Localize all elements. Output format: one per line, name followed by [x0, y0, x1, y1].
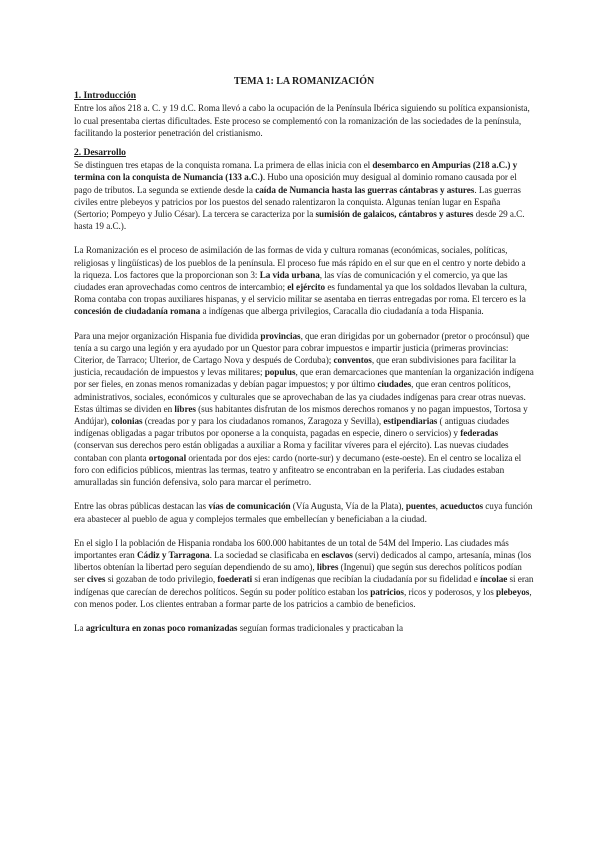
paragraph — [74, 622, 534, 634]
paragraph — [74, 102, 534, 139]
bold-text: acueductos — [440, 501, 484, 512]
text-run: , que eran demarcaciones que mantenían la organización indígena por ser fieles, en zonas menos romanizadas y debían pagar impuestos; y por último — [74, 367, 534, 390]
text-run: orientada por dos ejes: cardo (norte-sur) y decumano (este-oeste). En el centro se localiza el foro con edificios públicos, mientras las termas, teatro y anfiteatro se encontraban en la periferia. Las ciudades estaban amuralladas sin función defensiva, solo para marcar el perímetro. — [74, 452, 522, 488]
bold-text: federadas — [460, 428, 499, 439]
text-run: si eran indígenas que carecían de derechos políticos. Según su poder político estaban los — [74, 574, 534, 597]
text-run: (Ingenui) que según sus derechos políticos podían ser — [74, 562, 522, 585]
text-run: , — [435, 501, 441, 512]
text-run: (Vía Augusta, Vía de la Plata), — [290, 501, 406, 512]
text-run: . La sociedad se clasificaba en — [209, 549, 322, 560]
bold-text: vías de comunicación — [208, 501, 291, 512]
document-page — [74, 76, 534, 634]
text-run: a indígenas que alberga privilegios, Caracalla dio ciudadanía a toda Hispania. — [200, 306, 484, 317]
text-run: , con menos poder. Los clientes entraban a formar parte de los patricios a cambio de beneficios. — [74, 586, 532, 609]
paragraph — [74, 159, 534, 232]
text-run: (conservan sus derechos pero están obligadas a auxiliar a Roma y facilitar víveres para el ejército). Las nuevas ciudades contaban con planta — [74, 440, 509, 463]
bold-text: esclavos — [321, 549, 353, 560]
section-heading-desarrollo: 2. Desarrollo — [74, 147, 126, 159]
text-run: desde 29 a.C. hasta 19 a.C.). — [74, 209, 525, 232]
bold-text: puentes — [405, 501, 436, 512]
bold-text: desembarco en Ampurias (218 a.C.) y termina con la conquista de Numancia (133 a.C.) — [74, 160, 518, 183]
bold-text: plebeyos — [496, 586, 530, 597]
bold-text: ciudades — [377, 379, 412, 390]
text-run: es fundamental ya que los soldados llevaban la cultura, Roma contaba con tropas auxiliares hispanas, y el servicio militar se asentaba en tierras entregadas por roma. El tercero es la — [74, 282, 527, 305]
bold-text: provincias — [260, 330, 301, 341]
section-heading-introduccion: 1. Introducción — [74, 90, 136, 102]
text-run: si gozaban de todo privilegio, — [105, 574, 218, 585]
bold-text: Cádiz y Tarragona — [136, 549, 210, 560]
text-run: La Romanización es el proceso de asimilación de las formas de vida y cultura romanas (económicas, sociales, políticas, religiosas y lingüísticas) de los pueblos de la península. El proceso fue más rápido en el sur que en el centro y norte debido a la riqueza. Los factores que la proporcionan son 3: — [74, 245, 526, 280]
text-run: Entre las obras públicas destacan las — [74, 501, 209, 512]
text-run: , que eran centros políticos, administrativos, sociales, económicos y culturales que se aprovechaban de las ya ciudades indígenas para crear otras nuevas. Estas últimas se dividen en — [74, 379, 526, 414]
text-run: , que eran subdivisiones para facilitar la justicia, recaudación de impuestos y levas militares; — [74, 355, 516, 378]
bold-text: libres — [316, 562, 339, 573]
text-run: Para una mejor organización Hispania fue dividida — [74, 330, 261, 341]
bold-text: patricios — [370, 586, 404, 597]
text-run: . Las guerras civiles entre plebeyos y patricios por los puestos del senado ralentizaron la conquista. Algunas tenían lugar en España (Sertorio; Pompeyo y Julio César). La tercera se caracteriza por la — [74, 184, 521, 220]
text-run: En el siglo I la población de Hispania rondaba los 600.000 habitantes de un total de 54M del Imperio. Las ciudades más importantes eran — [74, 537, 509, 560]
text-run: (sus habitantes disfrutan de los mismos derechos romanos y no pagan impuestos, Tortosa y Andújar), — [74, 403, 528, 427]
bold-text: conventos — [333, 355, 372, 366]
bold-text: estipendiarias — [383, 416, 438, 427]
paragraph — [74, 500, 534, 524]
text-run: seguían formas tradicionales y practicaban la — [237, 622, 404, 633]
bold-text: sumisión de galaicos, cántabros y astures — [315, 209, 474, 220]
bold-text: foederati — [217, 574, 253, 585]
paragraph — [74, 244, 534, 317]
bold-text: populus — [264, 367, 296, 378]
document-title: TEMA 1: LA ROMANIZACIÓN — [233, 76, 375, 87]
text-run: Se distinguen tres etapas de la conquista romana. La primera de ellas inicia con el — [74, 160, 373, 171]
text-run: , que eran dirigidas por un gobernador (pretor o procónsul) que tenía a su cargo una legión y era ayudado por un Questor para cobrar impuestos e impartir justicia (primeras provincias: Citerior, de Tarraco; Ulterior, de Cartago Nova y después de Corduba); — [74, 330, 530, 366]
section-body-introduccion — [74, 102, 534, 139]
bold-text: íncolae — [480, 574, 508, 585]
text-run: si eran indígenas que recibían la ciudadanía por su fidelidad e — [252, 574, 481, 585]
text-run: ( antiguas ciudades indígenas obligadas a pagar tributos por oponerse a la conquista, pagadas en especie, dinero o servicios) y — [74, 416, 509, 439]
bold-text: el ejército — [287, 282, 326, 293]
text-run: (creadas por y para los ciudadanos romanos, Zaragoza y Sevilla), — [142, 416, 384, 427]
bold-text: ortogonal — [148, 452, 187, 463]
bold-text: concesión de ciudadanía romana — [74, 306, 201, 317]
text-run: cuya función era abastecer al pueblo de agua y complejos termales que embellecían y beneficiaban a la ciudad. — [74, 501, 533, 524]
bold-text: colonias — [111, 416, 143, 427]
paragraph — [74, 330, 534, 489]
bold-text: La vida urbana — [259, 269, 320, 280]
text-run: La — [74, 622, 86, 633]
bold-text: caída de Numancia hasta las guerras cántabras y astures — [255, 184, 475, 195]
text-run: (servi) dedicados al campo, artesanía, minas (los libertos obtenían la libertad pero seguían dependiendo de su amo), — [74, 549, 532, 573]
bold-text: agricultura en zonas poco romanizadas — [85, 622, 238, 633]
bold-text: libres — [174, 403, 196, 414]
text-run: , ricos y poderosos, y los — [403, 586, 497, 597]
text-run: Entre los años 218 a. C. y 19 d.C. Roma llevó a cabo la ocupación de la Península Ibérica siguiendo su política expansionista, lo cual presentaba ciertas dificultades. Este proceso se complementó con la romanización de las sociedades de la península, facilitando la posterior penetración del cristianismo. — [74, 103, 530, 138]
section-body-desarrollo — [74, 159, 534, 634]
text-run: , las vías de comunicación y el comercio, ya que las ciudades eran aprovechadas como centros de intercambio; — [74, 269, 508, 293]
text-run: . Hubo una oposición muy desigual al dominio romano causada por el pago de tributos. La segunda se extiende desde la — [74, 172, 517, 195]
paragraph — [74, 537, 534, 610]
bold-text: cives — [86, 574, 106, 585]
